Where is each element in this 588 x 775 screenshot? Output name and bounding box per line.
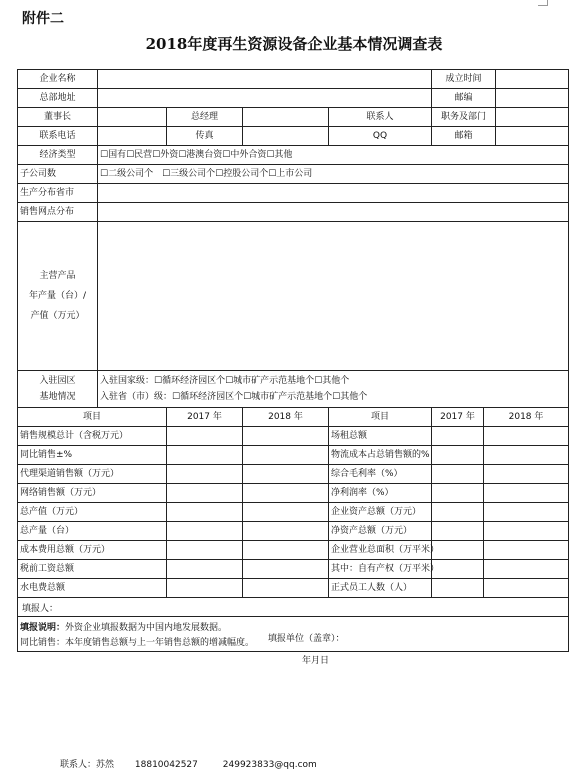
main-products-label: 主营产品 年产量（台）/ 产值（万元） — [18, 222, 98, 371]
row-signature — [18, 598, 569, 617]
metric-2017-field[interactable] — [432, 446, 484, 465]
metric-label: 企业营业总面积（万平米） — [329, 541, 432, 560]
park-label: 入驻园区 基地情况 — [18, 371, 98, 408]
metric-2017-field[interactable] — [167, 579, 243, 598]
metric-2018-field[interactable] — [484, 579, 569, 598]
economy-type-label: 经济类型 — [18, 146, 98, 165]
metric-2017-field[interactable] — [167, 465, 243, 484]
metrics-2017-header-right: 2017 年 — [432, 408, 484, 427]
metric-label: 企业资产总额（万元） — [329, 503, 432, 522]
metric-2017-field[interactable] — [167, 503, 243, 522]
metric-2017-field[interactable] — [432, 484, 484, 503]
metric-label: 水电费总额 — [18, 579, 167, 598]
reporter-label: 填报人： — [22, 604, 59, 614]
unit-seal-label: 填报单位（盖章）： — [268, 634, 345, 644]
metric-label: 其中：自有产权（万平米） — [329, 560, 432, 579]
metric-label: 净资产总额（万元） — [329, 522, 432, 541]
fax-field[interactable] — [243, 127, 329, 146]
row-subsidiary — [18, 165, 569, 184]
economy-type-options[interactable]: ☐国有☐民营☐外资☐港澳台资☐中外合资☐其他 — [98, 146, 569, 165]
metric-2018-field[interactable] — [243, 427, 329, 446]
gm-label: 总经理 — [167, 108, 243, 127]
metric-label: 代理渠道销售额（万元） — [18, 465, 167, 484]
founded-field[interactable] — [496, 70, 569, 89]
metric-2017-field[interactable] — [432, 465, 484, 484]
metric-2018-field[interactable] — [243, 560, 329, 579]
metrics-row — [18, 446, 569, 465]
metric-2017-field[interactable] — [167, 446, 243, 465]
metric-label: 总产量（台） — [18, 522, 167, 541]
metric-2017-field[interactable] — [432, 579, 484, 598]
production-provinces-label: 生产分布省市 — [18, 184, 98, 203]
postcode-label: 邮编 — [432, 89, 496, 108]
metrics-row — [18, 579, 569, 598]
position-field[interactable] — [496, 108, 569, 127]
metric-2018-field[interactable] — [484, 522, 569, 541]
metric-2018-field[interactable] — [484, 484, 569, 503]
attachment-label: 附件二 — [22, 11, 64, 27]
contact-phone: 18810042527 — [134, 760, 198, 770]
park-provincial: 入驻省（市）级：☐循环经济园区个☐城市矿产示范基地个☐其他个 — [100, 392, 368, 402]
notes-line1: 外资企业填报数据为中国内地发展数据。 — [65, 623, 228, 633]
metrics-header-row — [18, 408, 569, 427]
park-national: 入驻国家级：☐循环经济园区个☐城市矿产示范基地个☐其他个 — [100, 376, 350, 386]
metrics-item-header-right: 项目 — [329, 408, 432, 427]
email-field[interactable] — [496, 127, 569, 146]
metrics-2018-header-right: 2018 年 — [484, 408, 569, 427]
sales-network-label: 销售网点分布 — [18, 203, 98, 222]
contact-email: 249923833@qq.com — [222, 760, 317, 770]
metrics-row — [18, 427, 569, 446]
metric-2017-field[interactable] — [432, 560, 484, 579]
sales-network-field[interactable] — [98, 203, 569, 222]
metric-2018-field[interactable] — [484, 560, 569, 579]
phone-field[interactable] — [98, 127, 167, 146]
postcode-field[interactable] — [496, 89, 569, 108]
row-company-name — [18, 70, 569, 89]
survey-table — [17, 69, 569, 666]
metrics-2018-header: 2018 年 — [243, 408, 329, 427]
position-label: 职务及部门 — [432, 108, 496, 127]
metric-2018-field[interactable] — [243, 484, 329, 503]
founded-label: 成立时间 — [432, 70, 496, 89]
metric-2018-field[interactable] — [484, 465, 569, 484]
metrics-item-header: 项目 — [18, 408, 167, 427]
metric-label: 物流成本占总销售额的% — [329, 446, 432, 465]
hq-address-label: 总部地址 — [18, 89, 98, 108]
metric-2018-field[interactable] — [484, 541, 569, 560]
phone-label: 联系电话 — [18, 127, 98, 146]
metric-2017-field[interactable] — [432, 522, 484, 541]
metrics-row — [18, 560, 569, 579]
chairman-field[interactable] — [98, 108, 167, 127]
metric-label: 综合毛利率（%） — [329, 465, 432, 484]
notes-label: 填报说明： — [20, 623, 66, 633]
row-economy-type — [18, 146, 569, 165]
park-options[interactable] — [98, 371, 569, 408]
metric-label: 场租总额 — [329, 427, 432, 446]
metric-2017-field[interactable] — [167, 522, 243, 541]
chairman-label: 董事长 — [18, 108, 98, 127]
metric-label: 正式员工人数（人） — [329, 579, 432, 598]
metrics-row — [18, 503, 569, 522]
metric-2018-field[interactable] — [484, 446, 569, 465]
metrics-row — [18, 465, 569, 484]
metric-label: 同比销售±% — [18, 446, 167, 465]
metric-label: 税前工资总额 — [18, 560, 167, 579]
metric-label: 净利润率（%） — [329, 484, 432, 503]
row-hq-address — [18, 89, 569, 108]
email-label: 邮箱 — [432, 127, 496, 146]
company-name-label: 企业名称 — [18, 70, 98, 89]
subsidiary-options[interactable]: ☐二级公司个 ☐三级公司个☐控股公司个☐上市公司 — [98, 165, 569, 184]
metric-2018-field[interactable] — [243, 465, 329, 484]
metric-label: 成本费用总额（万元） — [18, 541, 167, 560]
metric-2017-field[interactable] — [167, 427, 243, 446]
hq-address-field[interactable] — [98, 89, 432, 108]
metric-2017-field[interactable] — [167, 541, 243, 560]
metric-2018-field[interactable] — [243, 503, 329, 522]
metric-2017-field[interactable] — [432, 503, 484, 522]
fax-label: 传真 — [167, 127, 243, 146]
metrics-row — [18, 484, 569, 503]
contact-person-label: 联系人 — [329, 108, 432, 127]
metric-2018-field[interactable] — [243, 541, 329, 560]
metric-2018-field[interactable] — [484, 427, 569, 446]
row-production-provinces — [18, 184, 569, 203]
metric-2017-field[interactable] — [432, 541, 484, 560]
metric-2017-field[interactable] — [167, 560, 243, 579]
metrics-row — [18, 522, 569, 541]
metric-2018-field[interactable] — [243, 522, 329, 541]
metrics-row — [18, 541, 569, 560]
company-name-field[interactable] — [98, 70, 432, 89]
row-phone — [18, 127, 569, 146]
notes-line2: 同比销售：本年度销售总额与上一年销售总额的增减幅度。 — [20, 638, 255, 648]
metric-2017-field[interactable] — [432, 427, 484, 446]
gm-field[interactable] — [243, 108, 329, 127]
production-provinces-field[interactable] — [98, 184, 569, 203]
metrics-2017-header: 2017 年 — [167, 408, 243, 427]
qq-label: QQ — [329, 127, 432, 146]
contact-name: 联系人：苏然 — [60, 760, 115, 770]
date-label: 年月日 — [302, 656, 330, 666]
metric-2018-field[interactable] — [243, 579, 329, 598]
metric-2017-field[interactable] — [167, 484, 243, 503]
metric-label: 总产值（万元） — [18, 503, 167, 522]
metric-2018-field[interactable] — [484, 503, 569, 522]
metric-label: 销售规模总计（含税万元） — [18, 427, 167, 446]
row-main-products — [18, 222, 569, 371]
subsidiary-label: 子公司数 — [18, 165, 98, 184]
row-sales-network — [18, 203, 569, 222]
row-chairman — [18, 108, 569, 127]
page-title: 2018年度再生资源设备企业基本情况调查表 — [145, 35, 443, 53]
metric-2018-field[interactable] — [243, 446, 329, 465]
contact-line — [60, 757, 327, 770]
metric-label: 网络销售额（万元） — [18, 484, 167, 503]
row-park — [18, 371, 569, 408]
main-products-field[interactable] — [98, 222, 569, 371]
crop-marks — [0, 0, 588, 6]
